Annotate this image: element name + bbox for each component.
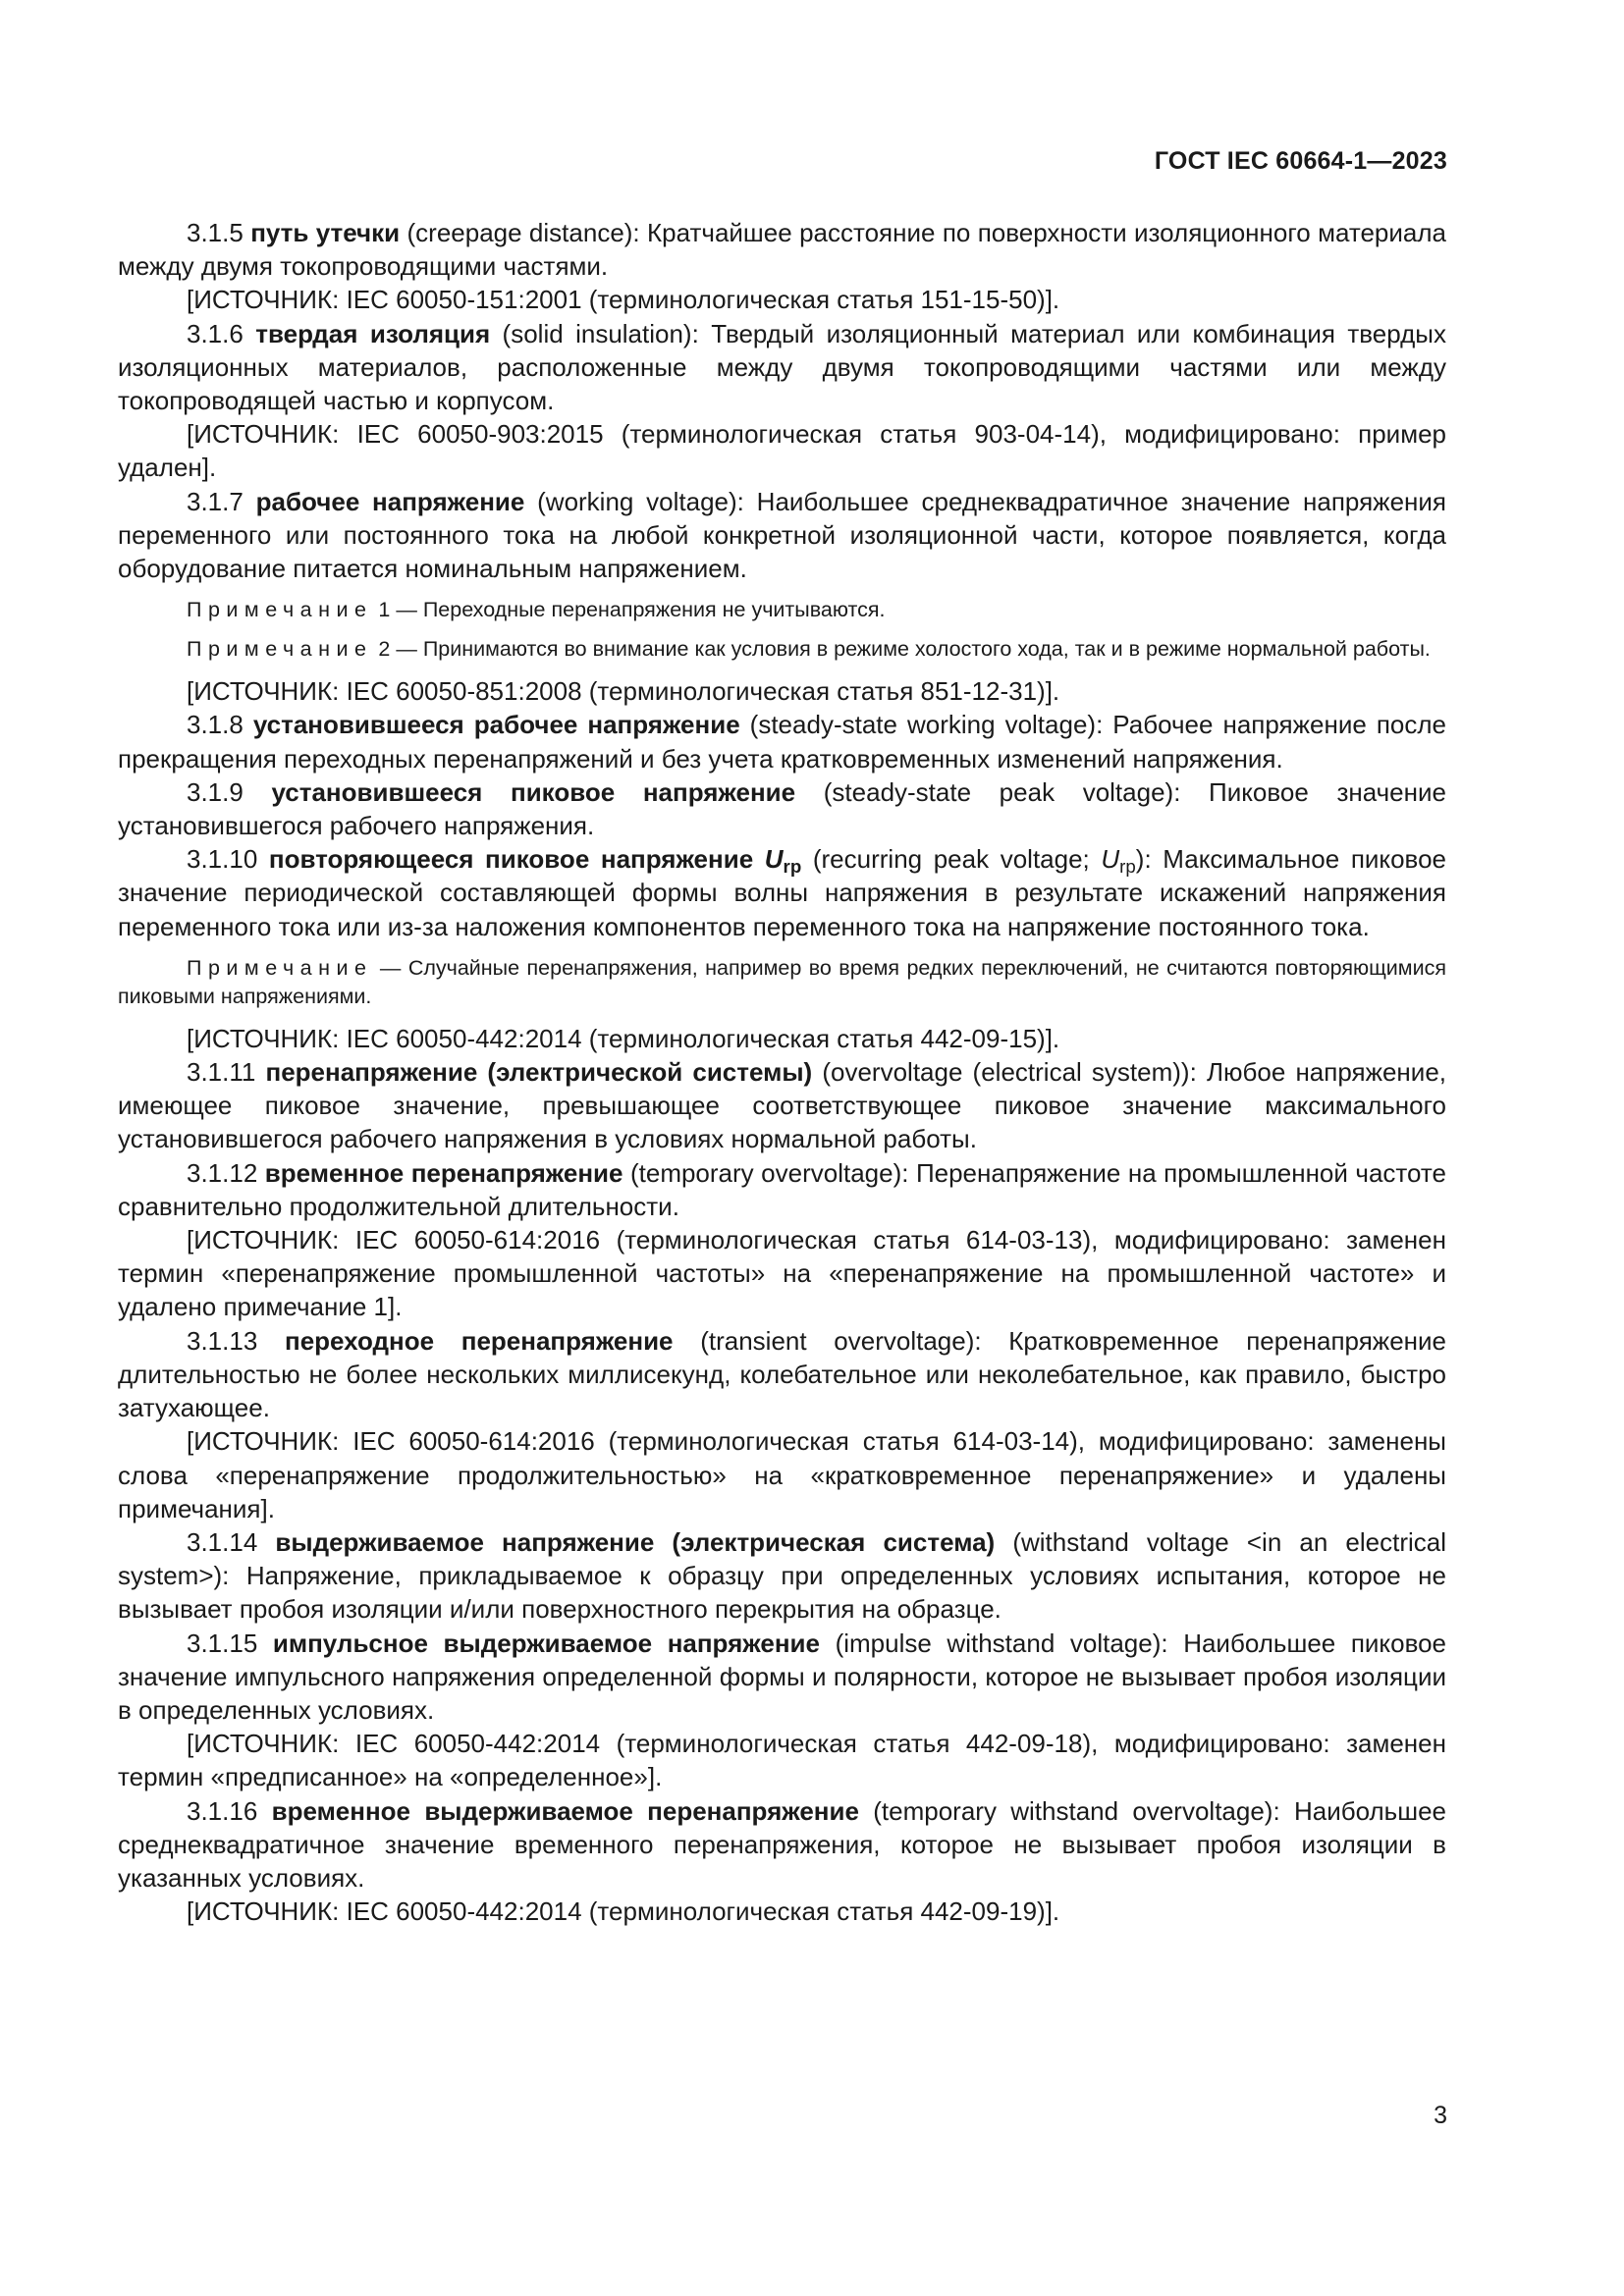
note-2: Примечание 2 — Принимаются во внимание как условия в режиме холостого хода, так и в режиме нормальной работы. [187, 637, 1431, 662]
note-3: Примечание — Случайные перенапряжения, например во время редких переключений, не считаются повторяющимися пиковыми напряжениями. [118, 955, 1446, 1008]
definition-3-1-7: 3.1.7 рабочее напряжение (working voltage): Наибольшее среднеквадратичное значение напряжения переменного или постоянного тока на любой конкретной изоляционной части, которое появляется, когда оборудование питается номинальным напряжением. [118, 486, 1446, 584]
definition-3-1-16: 3.1.16 временное выдерживаемое перенапряжение (temporary withstand overvoltage): Наибольшее среднеквадратичное значение временного перенапряжения, которое не вызывает пробоя изоляции в указанных условиях. [118, 1795, 1447, 1893]
source-reference: [ИСТОЧНИК: IEC 60050-151:2001 (терминологическая статья 151-15-50)]. [187, 285, 1060, 315]
term: установившееся пиковое напряжение [271, 776, 796, 807]
definition-3-1-15: 3.1.15 импульсное выдерживаемое напряжение (impulse withstand voltage): Наибольшее пиковое значение импульсного напряжения определенной формы и полярности, которое не вызывает пробоя изоляции в определенных условиях. [118, 1628, 1447, 1725]
definition-3-1-14: 3.1.14 выдерживаемое напряжение (электрическая система) (withstand voltage <in an electrical system>): Напряжение, прикладываемое к образцу при определенных условиях испытания, которое не вызывает пробоя изоляции и/или поверхностного перекрытия на образце. [118, 1526, 1446, 1625]
source-reference: [ИСТОЧНИК: IEC 60050-903:2015 (терминологическая статья 903-04-14), модифицировано: пример удален]. [118, 419, 1446, 483]
source-reference: [ИСТОЧНИК: IEC 60050-851:2008 (терминологическая статья 851-12-31)]. [187, 676, 1060, 707]
term: переходное перенапряжение [284, 1325, 674, 1356]
term: выдерживаемое напряжение (электрическая система) [275, 1526, 996, 1557]
source-reference: [ИСТОЧНИК: IEC 60050-442:2014 (терминологическая статья 442-09-15)]. [187, 1023, 1060, 1053]
note-label: Примечание [187, 598, 373, 622]
term: импульсное выдерживаемое напряжение [272, 1628, 820, 1658]
definition-3-1-8: 3.1.8 установившееся рабочее напряжение (steady-state working voltage): Рабочее напряжение после прекращения переходных перенапряжений и без учета кратковременных изменений напряжения. [118, 710, 1446, 774]
source-reference: [ИСТОЧНИК: IEC 60050-614:2016 (терминологическая статья 614-03-14), модифицировано: заменены слова «перенапряжение продолжительностью» на «кратковременное перенапряжение» и удалены примечания]. [118, 1426, 1446, 1523]
source-reference: [ИСТОЧНИК: IEC 60050-614:2016 (терминологическая статья 614-03-13), модифицировано: заменен термин «перенапряжение промышленной частоты» на «перенапряжение на промышленной частоте» и удалено примечание 1]. [118, 1225, 1446, 1322]
page-body [118, 216, 1446, 1928]
term: временное перенапряжение [264, 1157, 623, 1188]
symbol-subscript: rp [1119, 856, 1136, 878]
note-label: Примечание [187, 955, 373, 980]
term: перенапряжение (электрической системы) [265, 1057, 813, 1088]
definition-3-1-13: 3.1.13 переходное перенапряжение (transient overvoltage): Кратковременное перенапряжение длительностью не более нескольких миллисекунд, колебательное или неколебательное, как правило, быстро затухающее. [118, 1325, 1447, 1423]
definition-3-1-6: 3.1.6 твердая изоляция (solid insulation): Твердый изоляционный материал или комбинация твердых изоляционных материалов, расположенные между двумя токопроводящими частями или между токопроводящей частью и корпусом. [118, 318, 1446, 416]
symbol: U [764, 844, 784, 875]
source-reference: [ИСТОЧНИК: IEC 60050-442:2014 (терминологическая статья 442-09-18), модифицировано: заменен термин «предписанное» на «определенное»]. [118, 1729, 1446, 1792]
term: путь утечки [250, 218, 401, 247]
page-number: 3 [1434, 2102, 1447, 2129]
definition-3-1-9: 3.1.9 установившееся пиковое напряжение (steady-state peak voltage): Пиковое значение установившегося рабочего напряжения. [118, 776, 1446, 841]
term: временное выдерживаемое перенапряжение [271, 1795, 859, 1826]
document-code-header: ГОСТ IEC 60664-1—2023 [1154, 147, 1447, 175]
note-label: Примечание [187, 637, 373, 662]
definition-3-1-5: 3.1.5 путь утечки (creepage distance): Кратчайшее расстояние по поверхности изоляционного материала между двумя токопроводящими частями. [118, 218, 1446, 282]
term: твердая изоляция [255, 318, 491, 348]
note-1: Примечание 1 — Переходные перенапряжения не учитываются. [187, 598, 886, 622]
term: повторяющееся пиковое напряжение $U_{rp}$ [268, 844, 802, 878]
symbol-subscript: rp [783, 856, 802, 878]
definition-3-1-12: 3.1.12 временное перенапряжение (temporary overvoltage): Перенапряжение на промышленной частоте сравнительно продолжительной длительности. [118, 1157, 1446, 1221]
term: рабочее напряжение [255, 486, 525, 516]
definition-3-1-11: 3.1.11 перенапряжение (электрической системы) (overvoltage (electrical system)): Любое напряжение, имеющее пиковое значение, превышающее соответствующее пиковое значение максимального установившегося рабочего напряжения в условиях нормальной работы. [118, 1057, 1447, 1154]
source-reference: [ИСТОЧНИК: IEC 60050-442:2014 (терминологическая статья 442-09-19)]. [187, 1896, 1060, 1927]
definition-3-1-10: 3.1.10 повторяющееся пиковое напряжение $U_{rp}$ (recurring peak voltage; $U_{rp}$): Максимальное пиковое значение периодической составляющей формы волны напряжения в результате искажений напряжения переменного тока или из-за наложения компонентов переменного тока на напряжение постоянного тока. [118, 844, 1446, 941]
term: установившееся рабочее напряжение [252, 710, 740, 740]
symbol: U [1101, 844, 1120, 875]
